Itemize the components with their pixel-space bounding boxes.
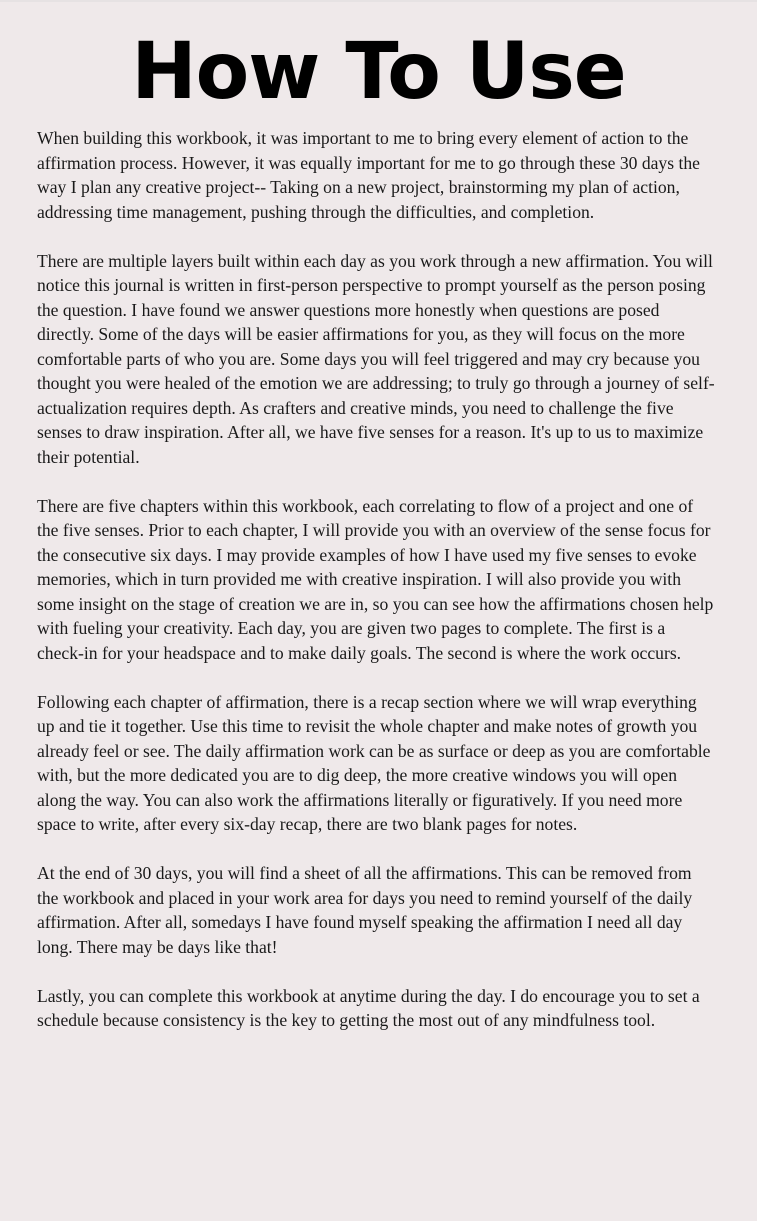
page-title: How To Use (131, 27, 626, 117)
paragraph-intro: When building this workbook, it was important to me to bring every element of action to the affirmation process. However, it was equally important for me to go through these 30 days the way I plan any creative project-- Taking on a new project, brainstorming my plan of action, addressing time management, pushing through the difficulties, and completion. (37, 128, 700, 222)
paragraph-schedule: Lastly, you can complete this workbook at anytime during the day. I do encourage you to set a schedule because consistency is the key to getting the most out of any mindfulness tool. (37, 985, 700, 1030)
paragraph-affirmation-sheet: At the end of 30 days, you will find a sheet of all the affirmations. This can be removed from the workbook and placed in your work area for days you need to remind yourself of the daily affirmation. After all, somedays I have found myself speaking the affirmation I need all day long. There may be days like that! (37, 863, 693, 957)
body-text (37, 126, 715, 1057)
paragraph-recap: Following each chapter of affirmation, there is a recap section where we will wrap everything up and tie it together. Use this time to revisit the whole chapter and make notes of growth you already feel or see. The daily affirmation work can be as surface or deep as you are comfortable with, but the more dedicated you are to dig deep, the more creative windows you will open along the way. You can also work the affirmations literally or figuratively. If you need more space to write, after every six-day recap, there are two blank pages for notes. (37, 691, 711, 834)
paragraph-chapters: There are five chapters within this workbook, each correlating to flow of a project and one of the five senses. Prior to each chapter, I will provide you with an overview of the sense focus for the consecutive six days. I may provide examples of how I have used my five senses to evoke memories, which in turn provided me with creative inspiration. I will also provide you with some insight on the stage of creation we are in, so you can see how the affirmations chosen help with fueling your creativity. Each day, you are given two pages to complete. The first is a check-in for your headspace and to make daily goals. The second is where the work occurs. (37, 495, 714, 663)
paragraph-layers: There are multiple layers built within each day as you work through a new affirmation. You will notice this journal is written in first-person perspective to prompt yourself as the person posing the question. I have found we answer questions more honestly when questions are posed directly. Some of the days will be easier affirmations for you, as they will focus on the more comfortable parts of who you are. Some days you will feel triggered and may cry because you thought you were healed of the emotion we are addressing; to truly go through a journey of self-actualization requires depth. As crafters and creative minds, you need to challenge the five senses to draw inspiration. After all, we have five senses for a reason. It's up to us to maximize their potential. (37, 250, 715, 467)
